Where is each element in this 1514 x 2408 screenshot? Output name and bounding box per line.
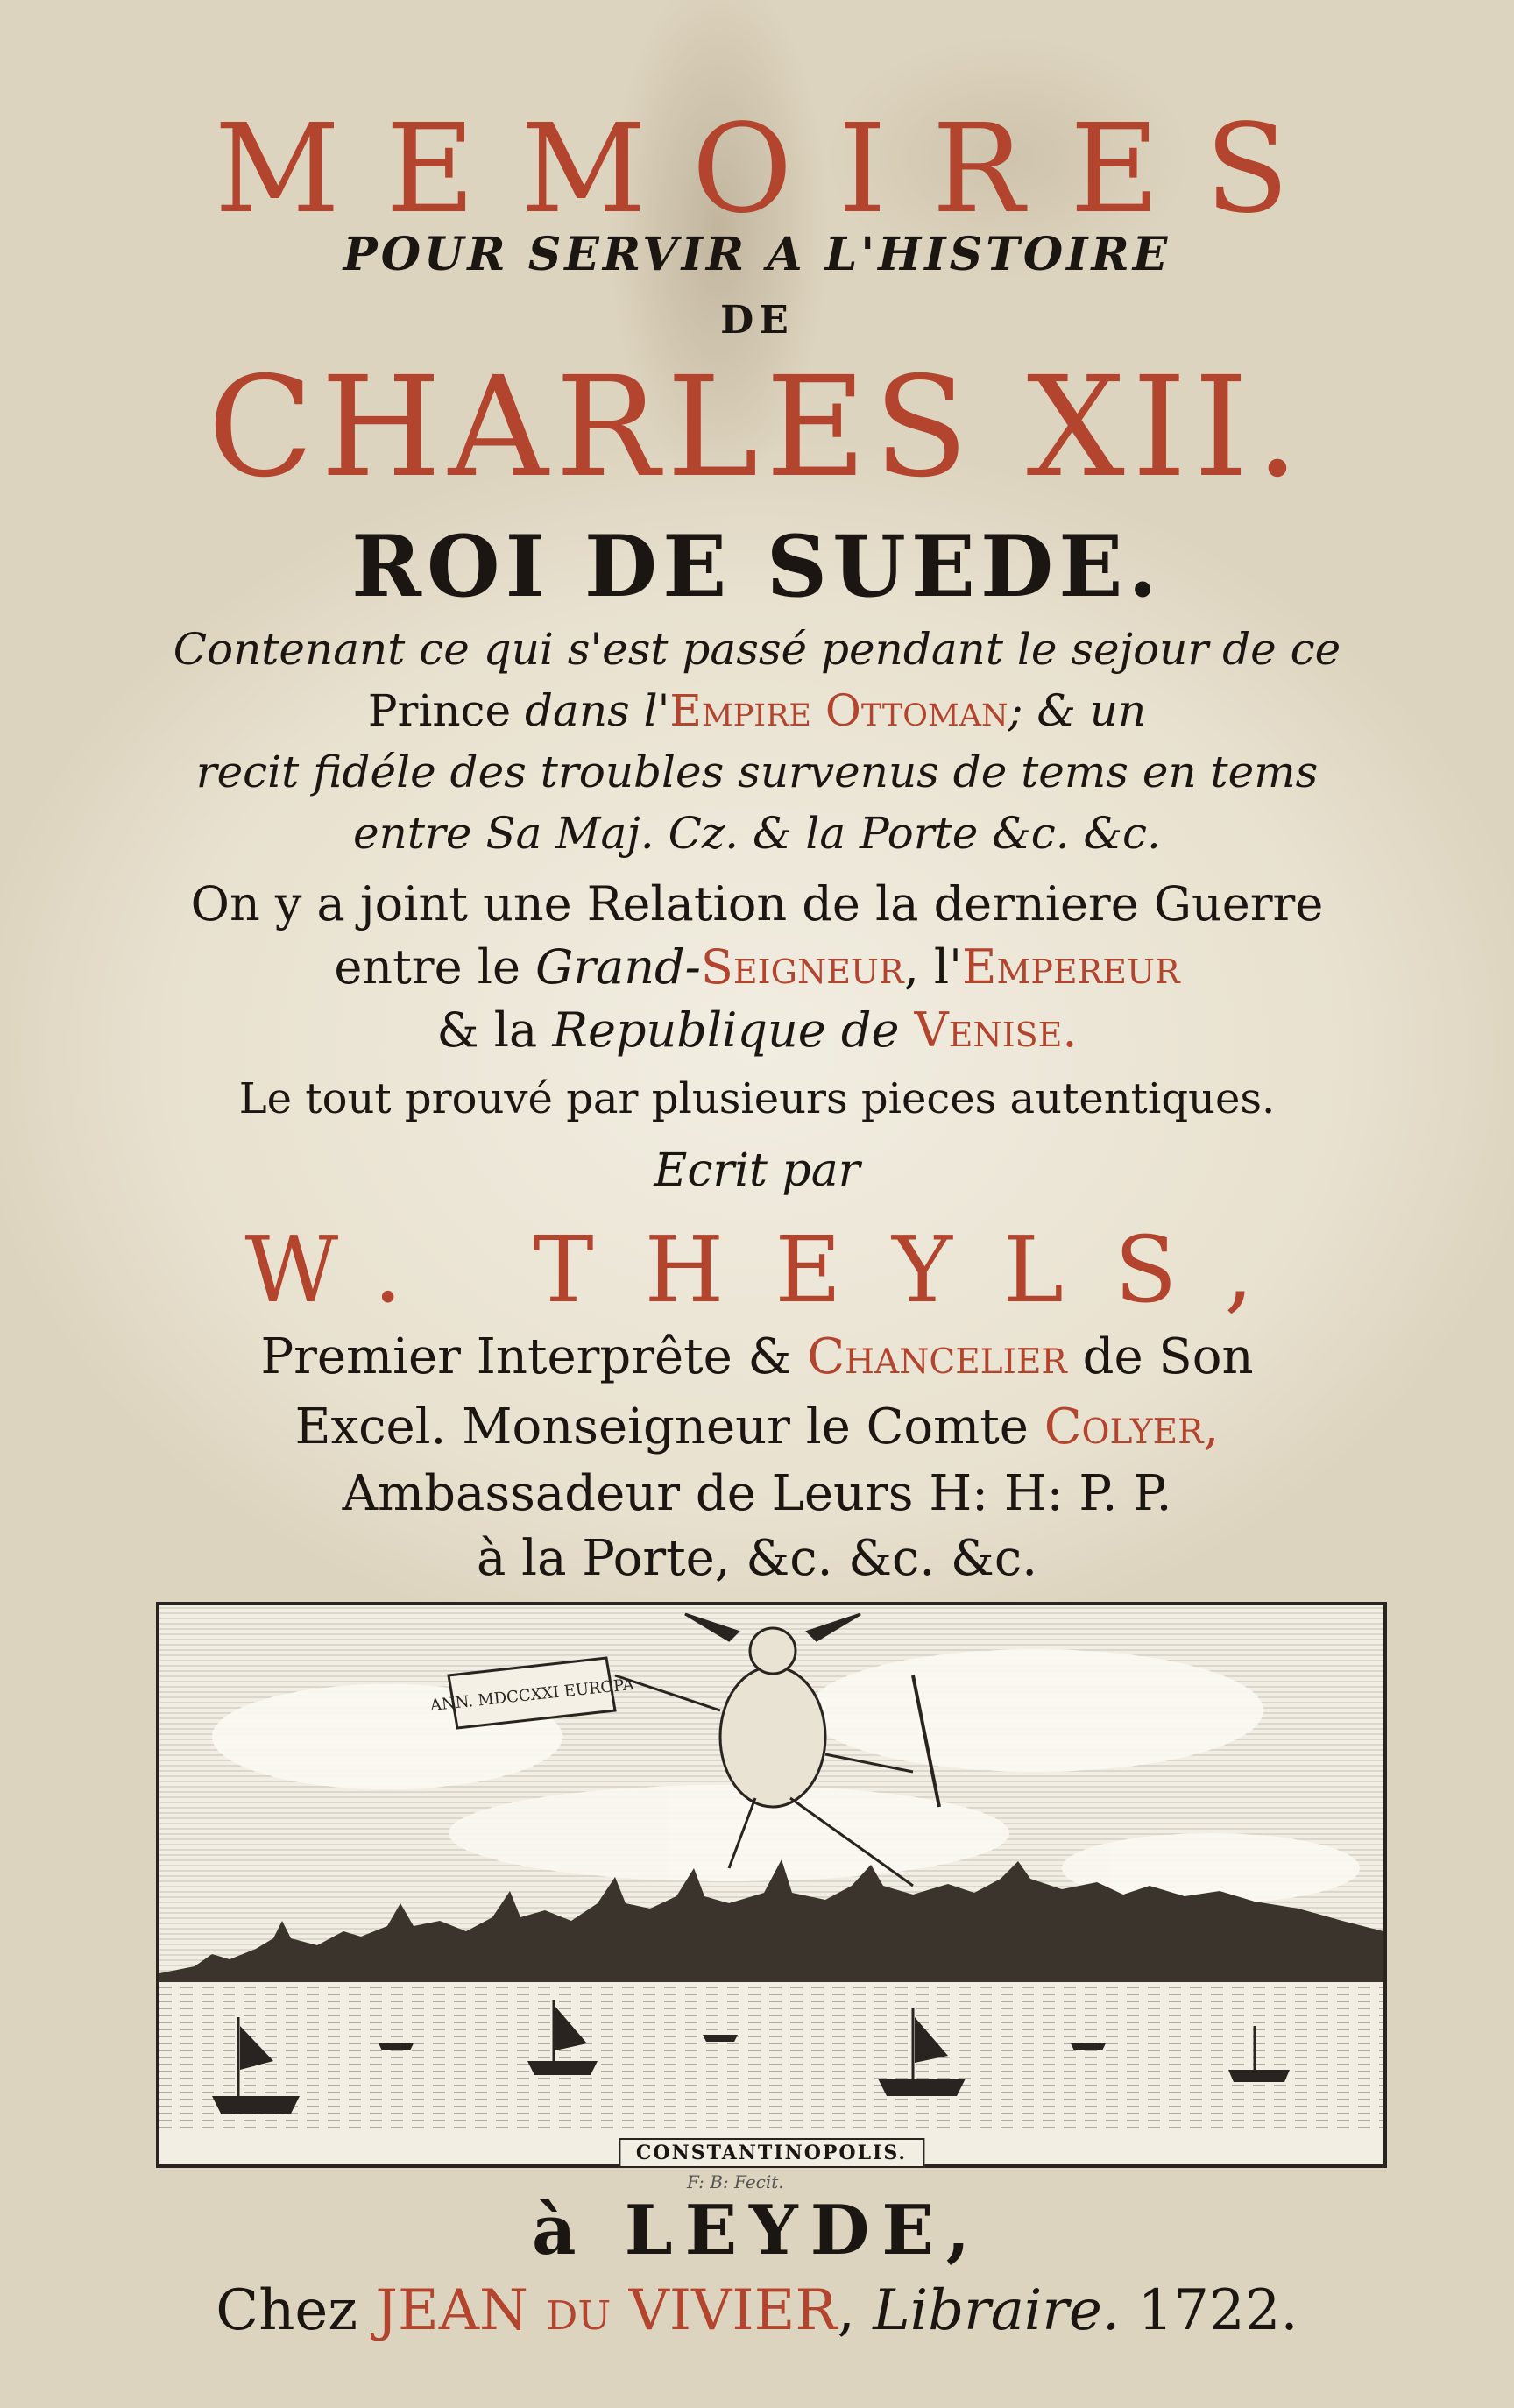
content-line-2b: dans l' (525, 685, 670, 736)
content-line-4: entre Sa Maj. Cz. & la Porte &c. &c. (353, 808, 1161, 859)
author-name: W. THEYLS, (244, 1216, 1305, 1323)
imprint-publisher-du: du (546, 2278, 612, 2343)
content-line-1: Contenant ce qui s'est passé pendant le sejour de ce (173, 624, 1341, 675)
relation-line-1: On y a joint une Relation de la derniere Guerre (190, 876, 1324, 931)
author-line-3: Ambassadeur de Leurs H: H: P. P. (342, 1465, 1172, 1522)
imprint-publisher-vivier: VIVIER (611, 2278, 838, 2343)
imprint-publisher-jean: JEAN (375, 2278, 547, 2343)
relation-line-2d: , l' (903, 939, 963, 995)
author-line-2c: , (1203, 1399, 1220, 1455)
relation-seigneur: Seigneur (700, 939, 904, 995)
imprint-year: 1722. (1120, 2278, 1298, 2343)
relation-line-3a: & la (436, 1002, 553, 1058)
relation-empereur: Empereur (962, 939, 1180, 995)
relation-line-3 (0, 1002, 1514, 1058)
author-ecrit-par: Ecrit par (654, 1144, 860, 1197)
title-de: DE (720, 298, 794, 343)
content-line-3: recit fidéle des troubles survenus de tems en tems (195, 747, 1319, 797)
relation-line-2a: entre le (334, 939, 536, 995)
relation-line-2 (0, 939, 1514, 995)
relation-venise: Venise (914, 1002, 1063, 1058)
content-line-2a: Prince (367, 685, 526, 736)
author-chancelier: Chancelier (807, 1328, 1067, 1385)
imprint-place: à LEYDE, (532, 2191, 982, 2270)
author-colyer: Colyer (1044, 1399, 1204, 1455)
author-line-4: à la Porte, &c. &c. &c. (476, 1530, 1038, 1587)
author-line-1a: Premier Interprête & (260, 1328, 808, 1385)
title-roi: ROI DE SUEDE. (351, 517, 1163, 616)
plaque-text: ANN. MDCCXXI EUROPA (428, 1675, 635, 1716)
imprint-line (0, 2278, 1514, 2343)
content-line-2 (0, 685, 1514, 736)
author-line-2a: Excel. Monseigneur le Comte (294, 1399, 1044, 1455)
content-line-2d: ; & un (1008, 685, 1147, 736)
title-charles: CHARLES XII. (208, 347, 1306, 508)
relation-line-3b: Republique de (552, 1002, 915, 1058)
title-memoires: MEMOIRES (214, 98, 1335, 241)
author-line-1 (0, 1328, 1514, 1385)
author-line-2 (0, 1399, 1514, 1455)
imprint-libraire: Libraire. (873, 2278, 1121, 2343)
imprint-chez: Chez (216, 2278, 376, 2343)
water (159, 1982, 1383, 2131)
title-pour-servir: POUR SERVIR A L'HISTOIRE (343, 228, 1171, 281)
engraver-signature: F: B: Fecit. (687, 2171, 784, 2192)
relation-line-2b: Grand- (535, 939, 701, 995)
engraving-caption: CONSTANTINOPOLIS. (619, 2138, 924, 2168)
author-line-1c: de Son (1066, 1328, 1254, 1385)
relation-line-3d: . (1062, 1002, 1078, 1058)
constantinople-engraving (156, 1602, 1387, 2168)
relation-line-4: Le tout prouvé par plusieurs pieces autentiques. (238, 1074, 1276, 1123)
content-empire-ottoman: Empire Ottoman (669, 685, 1008, 736)
imprint-comma: , (837, 2278, 874, 2343)
engraving-illustration (159, 1605, 1383, 2164)
